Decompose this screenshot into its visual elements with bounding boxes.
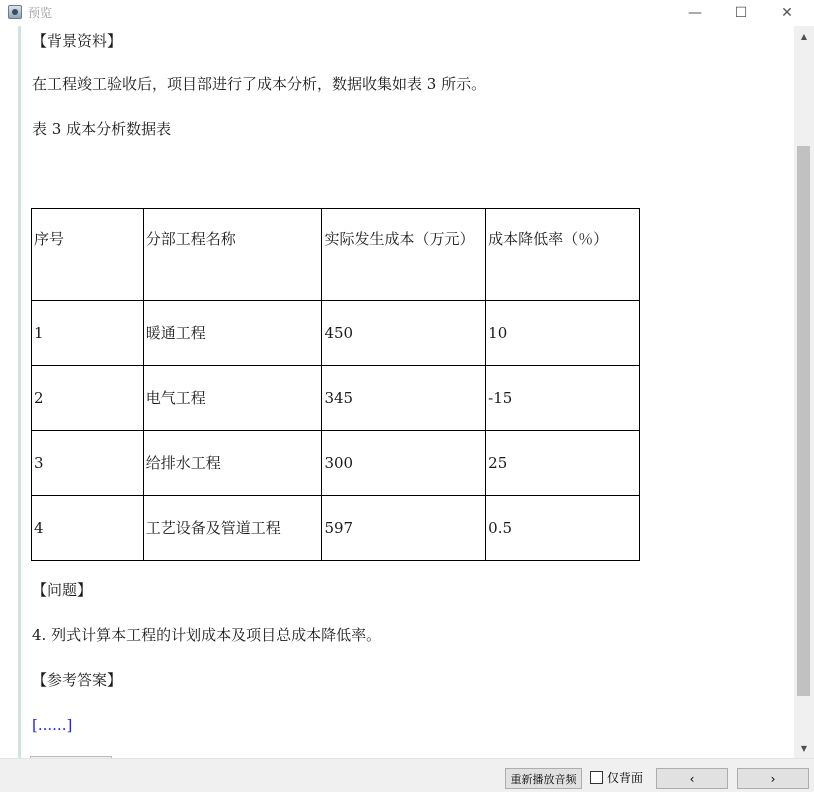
next-button[interactable]: › (737, 768, 809, 789)
scroll-down-icon[interactable]: ▼ (800, 743, 808, 753)
scroll-thumb[interactable] (797, 146, 810, 696)
header-cell: 成本降低率（％） (486, 209, 640, 301)
table-cell: 345 (322, 366, 486, 431)
window-title: 预览 (28, 6, 53, 20)
table-cell: 4 (32, 496, 144, 561)
scroll-up-icon[interactable]: ▲ (800, 31, 808, 41)
table-cell: 25 (486, 431, 640, 496)
table-row (32, 366, 640, 431)
background-text: 在工程竣工验收后，项目部进行了成本分析，数据收集如表 3 所示。 (32, 75, 487, 93)
table-row (32, 301, 640, 366)
header-cell: 分部工程名称 (143, 209, 322, 301)
previous-button[interactable]: ‹ (656, 768, 728, 789)
answer-heading: 【参考答案】 (32, 671, 123, 689)
table-row (32, 496, 640, 561)
background-heading: 【背景资料】 (32, 32, 123, 50)
table-cell: 暖通工程 (143, 301, 322, 366)
title-bar (0, 0, 814, 26)
header-cell: 实际发生成本（万元） (322, 209, 486, 301)
preview-content (0, 26, 794, 758)
cost-analysis-table (31, 208, 640, 561)
table-cell: 597 (322, 496, 486, 561)
vertical-scrollbar[interactable] (794, 26, 814, 758)
table-row (32, 431, 640, 496)
table-cell: 电气工程 (143, 366, 322, 431)
answer-reveal-link[interactable]: [......] (32, 716, 73, 734)
replay-audio-button[interactable]: 重新播放音频 (505, 768, 582, 789)
back-only-label[interactable]: 仅背面 (607, 771, 644, 785)
header-cell: 序号 (32, 209, 144, 301)
app-icon (8, 5, 22, 19)
table-cell: 3 (32, 431, 144, 496)
table-cell: -15 (486, 366, 640, 431)
table-cell: 2 (32, 366, 144, 431)
table-caption: 表 3 成本分析数据表 (32, 120, 172, 138)
question-heading: 【问题】 (32, 581, 93, 599)
table-cell: 1 (32, 301, 144, 366)
table-cell: 450 (322, 301, 486, 366)
table-cell: 10 (486, 301, 640, 366)
table-cell: 工艺设备及管道工程 (143, 496, 322, 561)
table-cell: 300 (322, 431, 486, 496)
table-cell: 0.5 (486, 496, 640, 561)
bottom-toolbar (0, 758, 814, 792)
accent-bar (18, 26, 21, 758)
question-text: 4. 列式计算本工程的计划成本及项目总成本降低率。 (32, 626, 382, 644)
table-header-row (32, 209, 640, 301)
minimize-button[interactable]: — (688, 5, 702, 21)
back-only-checkbox[interactable] (590, 771, 603, 784)
maximize-button[interactable]: ☐ (734, 5, 748, 21)
close-button[interactable]: ✕ (781, 5, 793, 21)
table-cell: 给排水工程 (143, 431, 322, 496)
